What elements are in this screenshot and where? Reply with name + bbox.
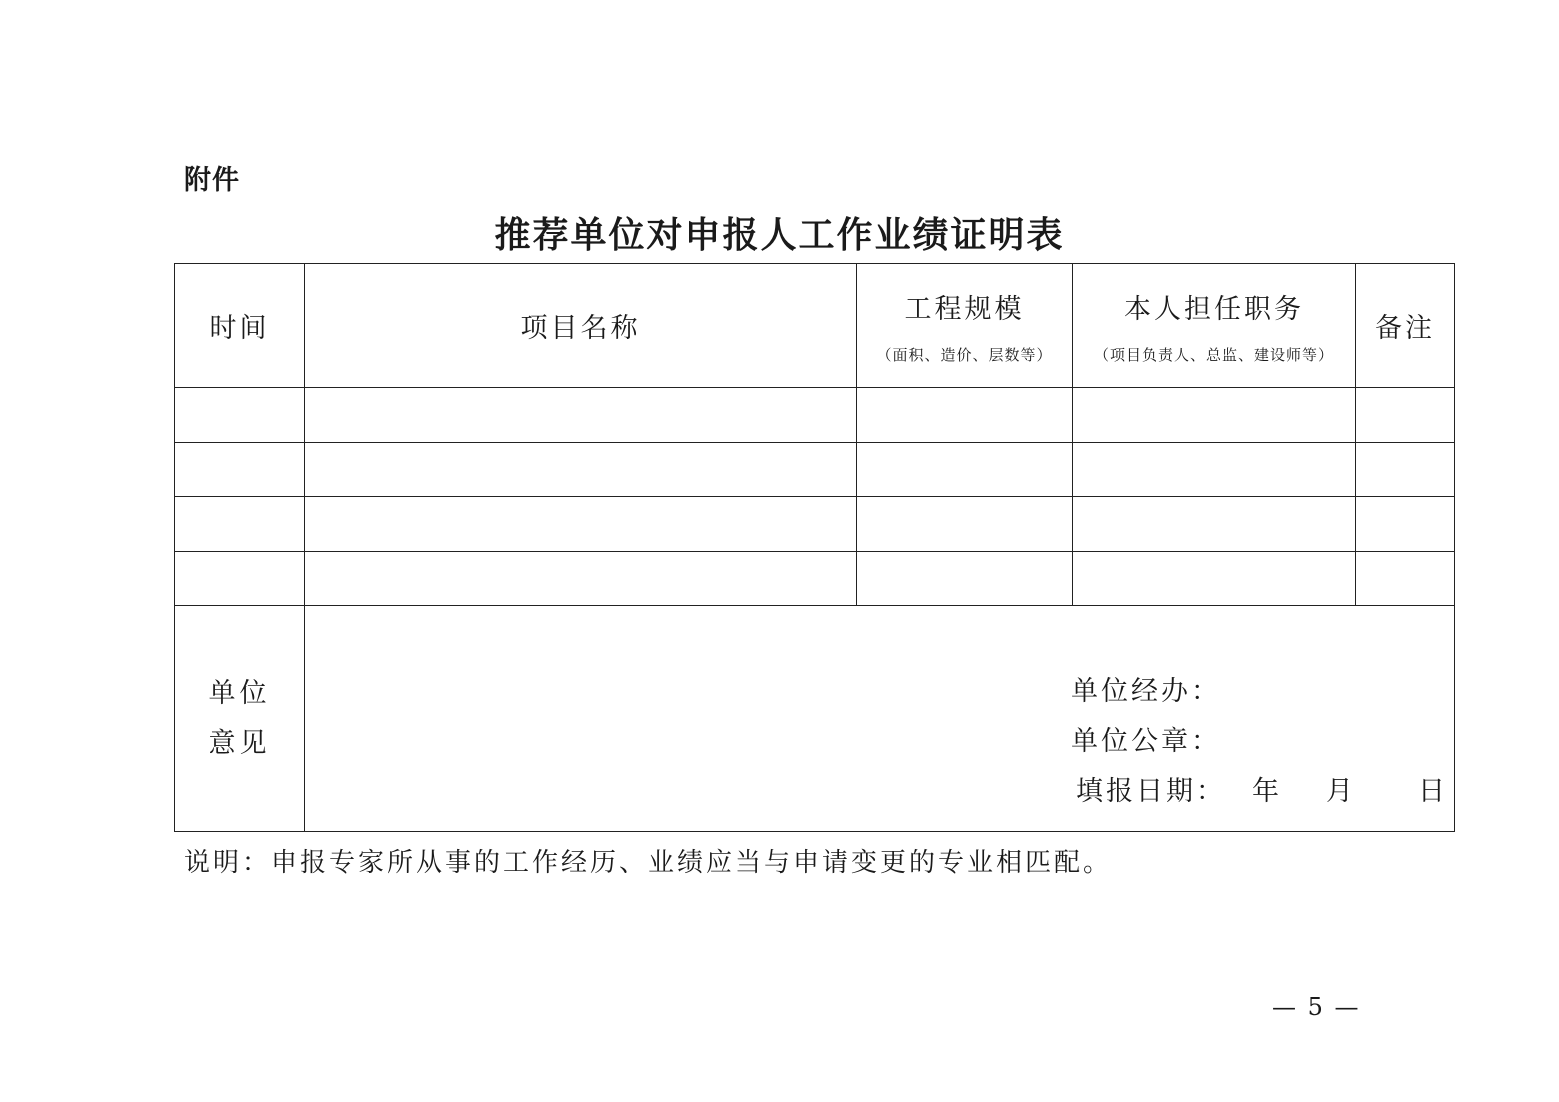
cell-time[interactable] xyxy=(175,442,305,497)
table-header-row xyxy=(175,264,1455,388)
header-project-name: 项目名称 xyxy=(305,264,857,388)
cell-remarks[interactable] xyxy=(1356,388,1455,443)
table-row xyxy=(175,442,1455,497)
cell-time[interactable] xyxy=(175,388,305,443)
table-row xyxy=(175,497,1455,552)
cell-role[interactable] xyxy=(1073,388,1356,443)
document-title: 推荐单位对申报人工作业绩证明表 xyxy=(494,215,1065,256)
cell-remarks[interactable] xyxy=(1356,551,1455,606)
date-label: 填报日期： xyxy=(1076,776,1226,807)
cell-scale[interactable] xyxy=(857,497,1073,552)
opinion-label-line1: 单位 xyxy=(208,677,271,709)
day-label: 日 xyxy=(1418,776,1445,807)
cell-project-name[interactable] xyxy=(305,388,857,443)
cell-role[interactable] xyxy=(1073,551,1356,606)
cell-project-name[interactable] xyxy=(305,551,857,606)
header-scale xyxy=(857,264,1073,388)
cell-time[interactable] xyxy=(175,497,305,552)
cell-time[interactable] xyxy=(175,551,305,606)
cell-project-name[interactable] xyxy=(305,442,857,497)
page-number: — 5 — xyxy=(1272,993,1361,1021)
seal-label: 单位公章： xyxy=(1071,726,1221,757)
header-scale-note: （面积、造价、层数等） xyxy=(876,345,1053,364)
performance-certificate-table xyxy=(174,263,1455,832)
opinion-label xyxy=(175,606,305,832)
cell-scale[interactable] xyxy=(857,551,1073,606)
header-role-label: 本人担任职务 xyxy=(1124,293,1304,325)
cell-scale[interactable] xyxy=(857,388,1073,443)
cell-remarks[interactable] xyxy=(1356,497,1455,552)
cell-role[interactable] xyxy=(1073,442,1356,497)
table-row xyxy=(175,551,1455,606)
header-remarks: 备注 xyxy=(1356,264,1455,388)
header-scale-label: 工程规模 xyxy=(904,293,1025,325)
month-label: 月 xyxy=(1326,776,1353,807)
cell-project-name[interactable] xyxy=(305,497,857,552)
opinion-row xyxy=(175,606,1455,832)
cell-role[interactable] xyxy=(1073,497,1356,552)
cell-scale[interactable] xyxy=(857,442,1073,497)
handler-label: 单位经办： xyxy=(1071,676,1221,707)
table-row xyxy=(175,388,1455,443)
explanatory-note: 说明：申报专家所从事的工作经历、业绩应当与申请变更的专业相匹配。 xyxy=(184,848,1113,878)
opinion-content[interactable] xyxy=(305,606,1455,832)
header-role xyxy=(1073,264,1356,388)
opinion-label-line2: 意见 xyxy=(208,727,271,759)
header-role-note: （项目负责人、总监、建设师等） xyxy=(1093,345,1334,364)
attachment-label: 附件 xyxy=(184,165,240,196)
year-label: 年 xyxy=(1252,776,1279,807)
header-time: 时间 xyxy=(175,264,305,388)
cell-remarks[interactable] xyxy=(1356,442,1455,497)
